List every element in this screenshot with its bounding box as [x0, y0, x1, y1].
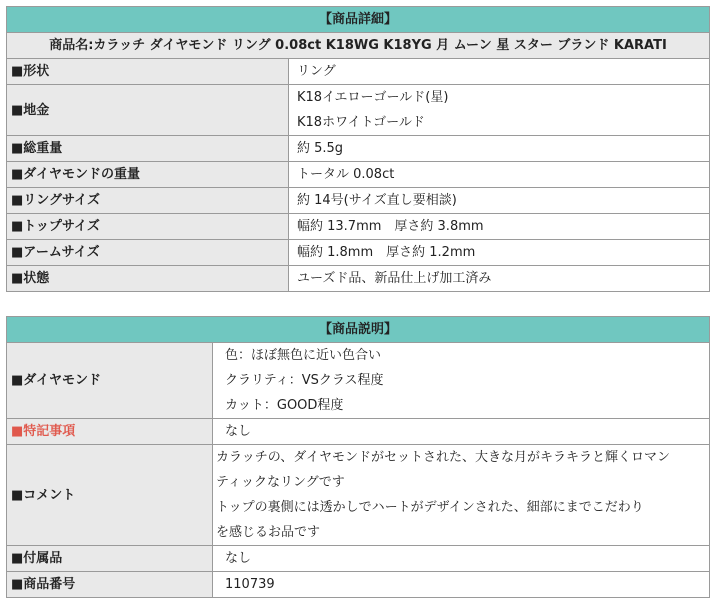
table-row: [7, 59, 710, 85]
row-value-top-size: 幅約 13.7mm 厚さ約 3.8mm: [289, 214, 710, 240]
diamond-cut: カット：GOOD程度: [225, 398, 344, 413]
row-label-item-number: ■商品番号: [7, 572, 213, 598]
row-value-arm-size: 幅約 1.8mm 厚さ約 1.2mm: [289, 240, 710, 266]
table-row: [7, 136, 710, 162]
row-value-shape: リング: [289, 59, 710, 85]
row-label-comment: ■コメント: [7, 445, 213, 546]
row-label-weight: ■総重量: [7, 136, 289, 162]
metal-line-1: K18イエローゴールド(星): [297, 90, 449, 105]
metal-line-2: K18ホワイトゴールド: [297, 115, 425, 130]
comment-line-4: を感じるお品です: [216, 525, 321, 540]
table-row: [7, 445, 710, 546]
row-label-diamond: ■ダイヤモンド: [7, 343, 213, 419]
row-value-ring-size: 約 14号(サイズ直し要相談): [289, 188, 710, 214]
comment-line-1: カラッチの、ダイヤモンドがセットされた、大きな月がキラキラと輝くロマン: [216, 450, 670, 465]
row-label-ring-size: ■リングサイズ: [7, 188, 289, 214]
row-value-item-number: 110739: [213, 572, 710, 598]
row-label-accessories: ■付属品: [7, 546, 213, 572]
table-row: [7, 85, 710, 136]
table-row: [7, 546, 710, 572]
diamond-clarity: クラリティ：VSクラス程度: [225, 373, 384, 388]
row-value-notes: なし: [213, 419, 710, 445]
row-label-condition: ■状態: [7, 266, 289, 292]
row-label-metal: ■地金: [7, 85, 289, 136]
row-label-diamond-weight: ■ダイヤモンドの重量: [7, 162, 289, 188]
row-value-condition: ユーズド品、新品仕上げ加工済み: [289, 266, 710, 292]
row-label-arm-size: ■アームサイズ: [7, 240, 289, 266]
table-row: [7, 214, 710, 240]
row-value-comment: [213, 445, 710, 546]
row-label-top-size: ■トップサイズ: [7, 214, 289, 240]
table-row: [7, 240, 710, 266]
product-name: 商品名:カラッチ ダイヤモンド リング 0.08ct K18WG K18YG 月 ムーン 星 スター ブランド KARATI: [7, 33, 710, 59]
table-row: [7, 188, 710, 214]
row-value-diamond-weight: トータル 0.08ct: [289, 162, 710, 188]
comment-line-3: トップの裏側には透かしでハートがデザインされた、細部にまでこだわり: [216, 500, 644, 515]
table-row: [7, 419, 710, 445]
row-label-shape: ■形状: [7, 59, 289, 85]
table-row: [7, 266, 710, 292]
row-value-accessories: なし: [213, 546, 710, 572]
details-table: [6, 6, 710, 292]
description-header: 【商品説明】: [7, 317, 710, 343]
row-label-notes: ■特記事項: [7, 419, 213, 445]
table-row: [7, 572, 710, 598]
table-row: [7, 162, 710, 188]
row-value-metal: [289, 85, 710, 136]
row-value-weight: 約 5.5g: [289, 136, 710, 162]
comment-line-2: ティックなリングです: [216, 475, 345, 490]
details-header: 【商品詳細】: [7, 7, 710, 33]
diamond-color: 色：ほぼ無色に近い色合い: [225, 348, 382, 363]
table-row: [7, 343, 710, 419]
description-table: [6, 316, 710, 598]
row-value-diamond: [213, 343, 710, 419]
